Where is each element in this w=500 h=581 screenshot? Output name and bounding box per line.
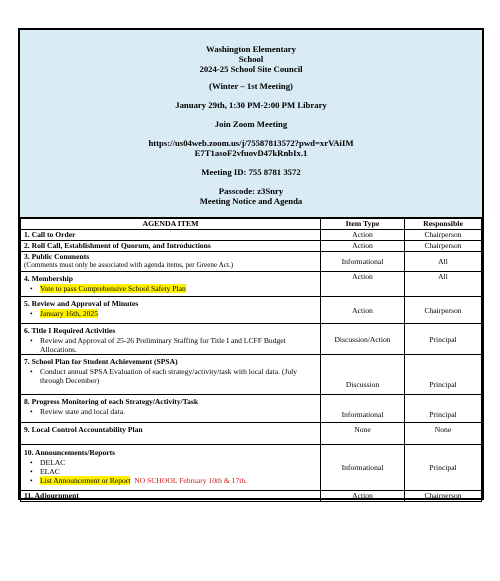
item-type: Action — [321, 241, 405, 252]
table-row — [21, 445, 482, 491]
item-responsible: Principal — [405, 324, 482, 355]
item-type: Action — [321, 230, 405, 241]
table-row — [21, 297, 482, 324]
agenda-item-title: 10. Announcements/Reports — [24, 448, 116, 457]
bullet-list — [24, 336, 317, 354]
agenda-item-cell — [21, 252, 321, 272]
join-zoom-label: Join Zoom Meeting — [214, 119, 288, 129]
passcode: Passcode: z3Snry — [218, 186, 284, 196]
agenda-item-cell — [21, 324, 321, 355]
item-responsible: Principal — [405, 445, 482, 491]
table-row — [21, 355, 482, 395]
bullet-list — [24, 407, 317, 416]
bullet-list — [24, 284, 317, 293]
item-type: Informational — [321, 252, 405, 272]
item-responsible: Chairperson — [405, 230, 482, 241]
council-title: 2024-25 School Site Council — [199, 64, 303, 74]
agenda-item-title: 7. School Plan for Student Achievement (SPSA) — [24, 357, 178, 366]
school-name-line1: Washington Elementary — [205, 44, 297, 54]
col-header-item-type: Item Type — [321, 219, 405, 230]
list-item: • Review state and local data. — [40, 407, 317, 416]
item-type: Action — [321, 491, 405, 502]
agenda-item-cell — [21, 272, 321, 297]
notice-title: Meeting Notice and Agenda — [199, 196, 303, 206]
item-type: Discussion/Action — [321, 324, 405, 355]
list-item: • ELAC — [40, 467, 317, 476]
list-item: • Conduct annual SPSA Evaluation of each strategy/activity/task with local data. (July through December) — [40, 367, 317, 385]
item-type: Discussion — [321, 355, 405, 395]
list-item: • Review and Approval of 25-26 Preliminary Staffing for Title I and LCFF Budget Allocations. — [40, 336, 317, 354]
agenda-item-cell — [21, 355, 321, 395]
table-row — [21, 252, 482, 272]
bullet-list — [24, 367, 317, 385]
table-row — [21, 491, 482, 502]
agenda-item-note: (Comments must only be associated with agenda items, per Greene Act.) — [24, 261, 234, 269]
agenda-item-title: 4. Membership — [24, 274, 73, 283]
item-responsible: Chairperson — [405, 297, 482, 324]
item-responsible: None — [405, 423, 482, 445]
highlighted-text: List Announcement or Report — [40, 476, 131, 485]
agenda-item-title: 6. Title I Required Activities — [24, 326, 116, 335]
agenda-item-title: 9. Local Control Accountability Plan — [21, 423, 321, 445]
table-row — [21, 230, 482, 241]
agenda-item-title: 2. Roll Call, Establishment of Quorum, and Introductions — [21, 241, 321, 252]
highlighted-text: Vote to pass Comprehensive School Safety Plan — [40, 284, 186, 293]
agenda-item-cell — [21, 395, 321, 423]
meeting-id: Meeting ID: 755 8781 3572 — [201, 167, 301, 177]
meeting-date-time: January 29th, 1:30 PM-2:00 PM Library — [175, 100, 327, 110]
col-header-responsible: Responsible — [405, 219, 482, 230]
table-row — [21, 272, 482, 297]
agenda-item-title: 1. Call to Order — [21, 230, 321, 241]
table-header-row — [21, 219, 482, 230]
agenda-item-title: 3. Public Comments — [24, 252, 90, 261]
agenda-header — [20, 30, 482, 218]
agenda-table — [20, 218, 482, 502]
list-item — [40, 476, 317, 485]
agenda-item-title: 8. Progress Monitoring of each Strategy/Activity/Task — [24, 397, 199, 406]
no-school-note: NO SCHOOL February 10th & 17th. — [134, 476, 248, 485]
item-responsible: Chairperson — [405, 491, 482, 502]
bullet-list — [24, 458, 317, 485]
agenda-item-cell — [21, 297, 321, 324]
col-header-agenda-item: AGENDA ITEM — [21, 219, 321, 230]
list-item — [40, 284, 317, 293]
table-row — [21, 395, 482, 423]
table-row — [21, 324, 482, 355]
school-name-line2: School — [238, 54, 264, 64]
item-responsible: Chairperson — [405, 241, 482, 252]
item-type: None — [321, 423, 405, 445]
agenda-item-title: 5. Review and Approval of Minutes — [24, 299, 139, 308]
item-responsible: All — [405, 252, 482, 272]
table-row — [21, 241, 482, 252]
list-item: • DELAC — [40, 458, 317, 467]
item-type: Action — [321, 272, 405, 297]
item-type: Informational — [321, 395, 405, 423]
meeting-type: (Winter – 1st Meeting) — [209, 81, 293, 91]
agenda-document — [18, 28, 484, 500]
agenda-item-cell — [21, 445, 321, 491]
item-responsible: All — [405, 272, 482, 297]
item-type: Informational — [321, 445, 405, 491]
table-row — [21, 423, 482, 445]
highlighted-text: January 16th, 2025 — [40, 309, 98, 318]
item-responsible: Principal — [405, 395, 482, 423]
item-responsible: Principal — [405, 355, 482, 395]
zoom-link-line1[interactable]: https://us04web.zoom.us/j/75587813572?pwd=xrVAiIM — [148, 138, 354, 148]
list-item — [40, 309, 317, 318]
agenda-item-title: 11. Adjournment — [21, 491, 321, 502]
zoom-link-line2[interactable]: E7T1asoF2vfuovD47kRnbIx.1 — [194, 148, 308, 158]
bullet-list — [24, 309, 317, 318]
item-type: Action — [321, 297, 405, 324]
